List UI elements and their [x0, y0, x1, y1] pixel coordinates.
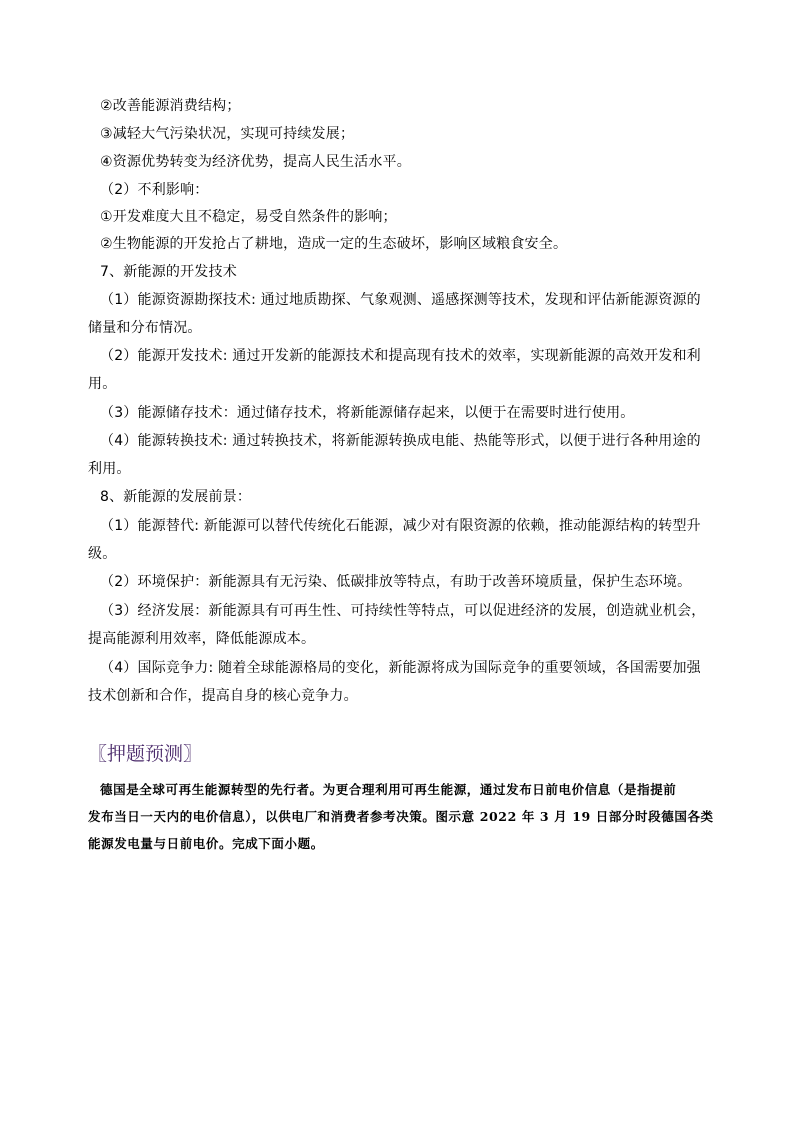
section-title: 〖押题预测〗 [88, 743, 203, 765]
question-line-1: 德国是全球可再生能源转型的先行者。为更合理利用可再生能源，通过发布日前电价信息（是指提前 [100, 782, 677, 797]
prospect-line-3: （3）经济发展：新能源具有可再生性、可持续性等特点，可以促进经济的发展，创造就业机会， [100, 603, 706, 619]
tech-line-3: （3）能源储存技术：通过储存技术，将新能源储存起来，以便于在需要时进行使用。 [100, 405, 635, 421]
prospect-line-4: （4）国际竞争力: 随着全球能源格局的变化，新能源将成为国际竞争的重要领域，各国需要加强 [100, 660, 701, 676]
tech-line-2: （2）能源开发技术: 通过开发新的能源技术和提高现有技术的效率，实现新能源的高效开发和利 [100, 348, 701, 364]
tech-line-2-cont: 用。 [88, 376, 117, 392]
adverse-item-1: ①开发难度大且不稳定，易受自然条件的影响； [100, 209, 397, 225]
prospect-line-2: （2）环境保护：新能源具有无污染、低碳排放等特点，有助于改善环境质量，保护生态环境。 [100, 574, 692, 590]
prospect-heading: 8、新能源的发展前景： [100, 489, 252, 505]
prospect-line-1-cont: 级。 [88, 546, 117, 562]
benefit-item-4: ④资源优势转变为经济优势，提高人民生活水平。 [100, 154, 411, 170]
adverse-item-2: ②生物能源的开发抢占了耕地，造成一定的生态破坏，影响区域粮食安全。 [100, 236, 568, 252]
tech-line-1-cont: 储量和分布情况。 [88, 320, 202, 336]
tech-line-4-cont: 利用。 [88, 461, 131, 477]
adverse-heading: （2）不利影响： [100, 182, 209, 198]
prospect-line-3-cont: 提高能源利用效率，降低能源成本。 [88, 631, 316, 647]
prospect-line-4-cont: 技术创新和合作，提高自身的核心竞争力。 [88, 688, 358, 704]
tech-line-1: （1）能源资源勘探技术: 通过地质勘探、气象观测、遥感探测等技术，发现和评估新能源资源的 [100, 292, 701, 308]
tech-heading: 7、新能源的开发技术 [100, 264, 237, 280]
prospect-line-1: （1）能源替代: 新能源可以替代传统化石能源，减少对有限资源的依赖，推动能源结构的转型升 [100, 518, 701, 534]
question-line-3: 能源发电量与日前电价。完成下面小题。 [88, 836, 324, 851]
benefit-item-2: ②改善能源消费结构； [100, 98, 241, 114]
tech-line-4: （4）能源转换技术: 通过转换技术，将新能源转换成电能、热能等形式，以便于进行各种用途的 [100, 433, 701, 449]
benefit-item-3: ③减轻大气污染状况，实现可持续发展； [100, 126, 355, 142]
question-line-2: 发布当日一天内的电价信息），以供电厂和消费者参考决策。图示意 2022 年 3 月 19 日部分时段德国各类 [88, 809, 714, 824]
